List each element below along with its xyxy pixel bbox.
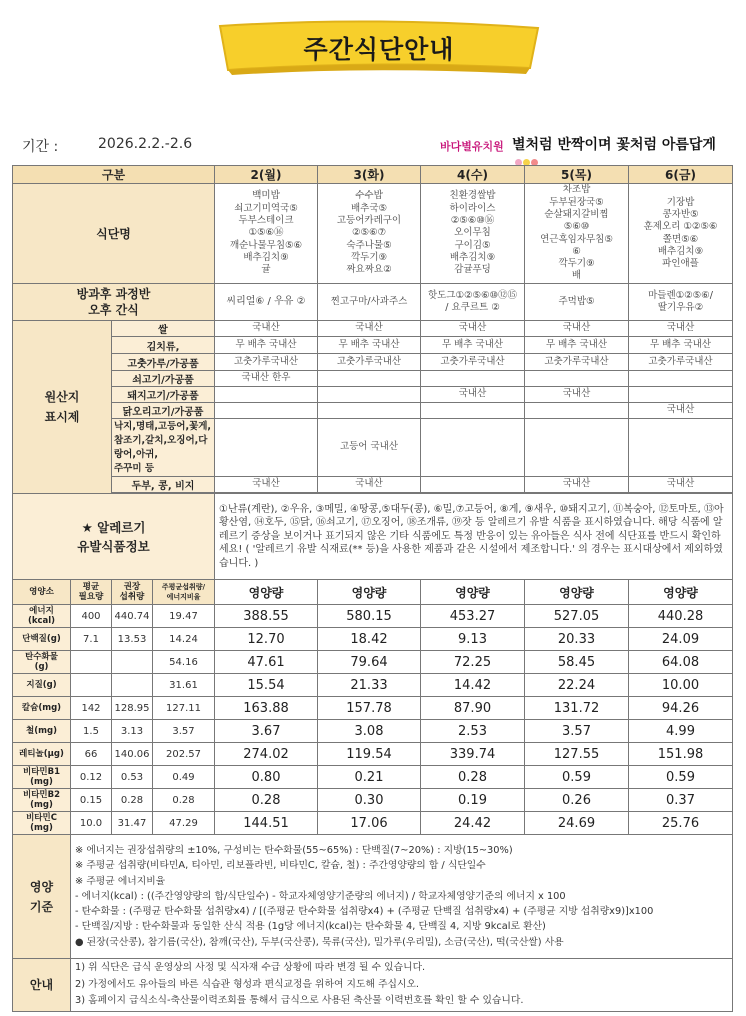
nutrition-value: 339.74: [421, 743, 525, 766]
nutrition-value: 0.37: [629, 789, 733, 812]
text-line: 깨순나물무침⑤⑥: [229, 239, 303, 251]
nutrition-value: 0.21: [318, 766, 421, 789]
text-line: 3) 홈페이지 급식소식-축산물이력조회를 통해서 급식으로 사용된 축산물 이력번호를 확인 할 수 있습니다.: [75, 995, 524, 1006]
nutrition-row: [13, 605, 733, 628]
nutrition-value: 157.78: [318, 697, 421, 720]
recommended-intake: [112, 674, 153, 697]
avg-requirement: [71, 651, 112, 674]
page-title: 주간식단안내: [303, 35, 455, 64]
origin-cell: 고등어 국내산: [318, 419, 421, 477]
nutrition-value: 119.54: [318, 743, 421, 766]
nutrition-value: 0.19: [421, 789, 525, 812]
nutrition-header-row: [13, 580, 733, 605]
origin-row: [13, 321, 733, 337]
text-line: 배추김치⑨: [243, 251, 289, 263]
text-line: - 탄수화물 : (주평균 탄수화물 섭취량x4) / [(주평균 탄수화물 섭취량x4) + (주평균 단백질 섭취량x4) + (주평균 지방 섭취량x9)]x100: [75, 906, 654, 918]
nutrition-value: 79.64: [318, 651, 421, 674]
origin-cell: 국내산: [525, 387, 629, 403]
nutrition-value: 3.08: [318, 720, 421, 743]
weekly-ratio: 19.47: [153, 605, 215, 628]
weekly-ratio: 47.29: [153, 812, 215, 835]
avg-requirement: 400: [71, 605, 112, 628]
text-line: ①⑤⑥⑯: [248, 227, 284, 239]
nutrient-label: 탄수화물 (g): [13, 651, 71, 674]
recommended-intake: 128.95: [112, 697, 153, 720]
allergy-label-line2: 유발식품정보: [77, 538, 150, 554]
text-line: 귤: [261, 264, 271, 276]
origin-item-label: 고춧가루/가공품: [112, 354, 215, 371]
text-line: 두부된장국⑤: [549, 196, 604, 208]
rec-col-header: 권장 섭취량: [112, 580, 153, 605]
origin-cell: 국내산: [629, 403, 733, 419]
nutrition-value: 0.59: [629, 766, 733, 789]
allergy-label: [13, 494, 215, 580]
origin-item-label: 돼지고기/가공품: [112, 387, 215, 403]
origin-row: [13, 371, 733, 387]
menu-row: [13, 184, 733, 284]
origin-cell: 무 배추 국내산: [525, 337, 629, 354]
nutrition-value: 0.80: [215, 766, 318, 789]
kindergarten-logo: 바다별유치원: [440, 140, 504, 153]
avg-requirement: 7.1: [71, 628, 112, 651]
weekly-ratio: 0.28: [153, 789, 215, 812]
nutrition-value: 3.67: [215, 720, 318, 743]
origin-cell: 국내산: [215, 321, 318, 337]
origin-item-label: 김치류,: [112, 337, 215, 354]
nutrition-value: 580.15: [318, 605, 421, 628]
nutrition-value: 10.00: [629, 674, 733, 697]
origin-cell: [525, 403, 629, 419]
period-row: [22, 136, 732, 160]
origin-cell: 무 배추 국내산: [421, 337, 525, 354]
text-line: 깍두기⑨: [350, 251, 388, 263]
nutrition-day-header: 영양량: [318, 580, 421, 605]
guide-label: 영양 기준: [13, 835, 71, 959]
nutrient-label: 지질(g): [13, 674, 71, 697]
text-line: 훈제오리 ①②⑤⑥: [643, 221, 718, 233]
allergy-row: [13, 494, 733, 580]
nutrition-row: [13, 789, 733, 812]
text-line: 기장밥: [666, 196, 695, 208]
text-line: ⑤⑥⑩: [563, 221, 590, 233]
nutrition-value: 151.98: [629, 743, 733, 766]
day-header-row: [13, 166, 733, 184]
origin-row: [13, 354, 733, 371]
snack-cell: 핫도그①②⑤⑥⑩⑫⑮ / 요쿠르트 ②: [421, 284, 525, 321]
origin-cell: 국내산: [318, 321, 421, 337]
text-line: 차조밥: [562, 184, 591, 196]
origin-cell: [629, 371, 733, 387]
nutrition-value: 15.54: [215, 674, 318, 697]
origin-cell: [629, 419, 733, 477]
nutrition-row: [13, 812, 733, 835]
head-label: 구분: [13, 166, 215, 184]
text-line: 쫄면⑤⑥: [662, 233, 699, 245]
recommended-intake: 13.53: [112, 628, 153, 651]
nutrition-value: 25.76: [629, 812, 733, 835]
nutrition-value: 58.45: [525, 651, 629, 674]
nutrition-value: 47.61: [215, 651, 318, 674]
day-header: 4(수): [421, 166, 525, 184]
nutrition-value: 131.72: [525, 697, 629, 720]
snack-cell: 씨리얼⑥ / 우유 ②: [215, 284, 318, 321]
origin-cell: [629, 387, 733, 403]
origin-cell: 국내산: [318, 477, 421, 493]
nutrition-value: 0.26: [525, 789, 629, 812]
nutrition-value: 18.42: [318, 628, 421, 651]
text-line: ● 된장(국산콩), 참기름(국산), 참깨(국산), 두부(국산콩), 묵류(국산), 밀가루(우리밀), 소금(국산), 떡(국산쌀) 사용: [75, 936, 564, 948]
nutrition-row: [13, 628, 733, 651]
origin-cell: [421, 371, 525, 387]
menu-cell: [629, 184, 733, 284]
text-line: 1) 위 식단은 급식 운영상의 사정 및 식자재 수급 상황에 따라 변경 될 수 있습니다.: [75, 962, 426, 973]
text-line: 오이무침: [454, 227, 491, 239]
nutrition-value: 24.42: [421, 812, 525, 835]
text-line: 쇠고기미역국⑤: [234, 202, 298, 214]
nutrition-value: 0.30: [318, 789, 421, 812]
recommended-intake: 440.74: [112, 605, 153, 628]
nutrition-row: [13, 720, 733, 743]
menu-cell: [215, 184, 318, 284]
nutrition-value: 144.51: [215, 812, 318, 835]
avg-requirement: [71, 674, 112, 697]
period-value: 2026.2.2.-2.6: [98, 136, 193, 152]
text-line: 배추국⑤: [350, 202, 388, 214]
meal-plan-table: [12, 165, 733, 1012]
avg-requirement: 66: [71, 743, 112, 766]
allergy-text: ①난류(계란), ②우유, ③메밀, ④땅콩,⑤대두(콩), ⑥밀,⑦고등어, ⑧게, ⑨새우, ⑩돼지고기, ⑪복숭아, ⑫토마토, ⑬아황산염, ⑭호두, ⑮닭, ⑯쇠고기, ⑰오징어, ⑱조개류, ⑲잣 등 알레르기 유발 식품을 표시하였습니다. 해당 식품에 알레르기 증상을 보이거나 표기되지 않은 기타 식품에도 특정 반응이 있는 유아들은 식사 전에 식단표를 반드시 확인하세요! ( '알레르기 유발 식재료(** 등)을 사용한 제품과 같은 시설에서 제조합니다.' 의 경우는 표시대상에서 제외하였습니다. ): [215, 494, 733, 580]
nutrition-value: 20.33: [525, 628, 629, 651]
menu-cell: [318, 184, 421, 284]
origin-cell: 국내산: [629, 477, 733, 493]
nutrition-value: 527.05: [525, 605, 629, 628]
recommended-intake: 0.53: [112, 766, 153, 789]
text-line: 하이라이스: [449, 202, 496, 214]
nutrition-value: 9.13: [421, 628, 525, 651]
origin-row: [13, 477, 733, 493]
notice-text: [71, 959, 733, 1012]
text-line: 파인애플: [662, 258, 699, 270]
text-line: 두부스테이크: [238, 215, 294, 227]
notice-label: 안내: [13, 959, 71, 1012]
nutrition-row: [13, 766, 733, 789]
nutrient-label: 철(mg): [13, 720, 71, 743]
text-line: 친환경쌀밥: [449, 190, 496, 202]
avg-requirement: 1.5: [71, 720, 112, 743]
nutrient-col-header: 영양소: [13, 580, 71, 605]
recommended-intake: 31.47: [112, 812, 153, 835]
origin-cell: [215, 403, 318, 419]
origin-cell: 국내산: [629, 321, 733, 337]
text-line: 연근흑임자무침⑤: [540, 233, 613, 245]
origin-item-label: 닭오리고기/가공품: [112, 403, 215, 419]
origin-cell: 고춧가루국내산: [318, 354, 421, 371]
nutrition-value: 87.90: [421, 697, 525, 720]
origin-cell: 국내산 한우: [215, 371, 318, 387]
text-line: - 단백질/지방 : 탄수화물과 동일한 산식 적용 (1g당 에너지(kcal)는 탄수화물 4, 단백질 4, 지방 9kcal로 환산): [75, 921, 546, 933]
origin-cell: [215, 387, 318, 403]
snack-label: 방과후 과정반 오후 간식: [13, 284, 215, 321]
nutrition-row: [13, 697, 733, 720]
origin-cell: [318, 403, 421, 419]
origin-item-label: 낙지,명태,고등어,꽃게, 참조기,갈치,오징어,다 랑어,아귀, 주꾸미 등: [112, 419, 215, 477]
menu-cell: [421, 184, 525, 284]
guide-row: [13, 835, 733, 959]
recommended-intake: 0.28: [112, 789, 153, 812]
nutrition-row: [13, 743, 733, 766]
origin-item-label: 쇠고기/가공품: [112, 371, 215, 387]
text-line: 구이김⑤: [454, 239, 491, 251]
nutrition-value: 2.53: [421, 720, 525, 743]
weekly-ratio: 127.11: [153, 697, 215, 720]
weekly-ratio: 54.16: [153, 651, 215, 674]
text-line: ②⑤⑥⑦: [351, 227, 387, 239]
origin-row: [13, 419, 733, 477]
nutrition-value: 3.57: [525, 720, 629, 743]
origin-cell: 무 배추 국내산: [215, 337, 318, 354]
origin-cell: [318, 387, 421, 403]
nutrition-day-header: 영양량: [215, 580, 318, 605]
weekly-ratio: 202.57: [153, 743, 215, 766]
recommended-intake: 3.13: [112, 720, 153, 743]
avg-requirement: 0.12: [71, 766, 112, 789]
nutrition-value: 0.28: [421, 766, 525, 789]
avg-requirement: 0.15: [71, 789, 112, 812]
origin-cell: 국내산: [215, 477, 318, 493]
nutrition-row: [13, 651, 733, 674]
avg-col-header: 평균 필요량: [71, 580, 112, 605]
text-line: 콩자반⑤: [662, 208, 699, 220]
weekly-ratio: 31.61: [153, 674, 215, 697]
origin-cell: 고춧가루국내산: [525, 354, 629, 371]
nutrition-value: 21.33: [318, 674, 421, 697]
text-line: ※ 주평균 섭취량(비타민A, 티아민, 리보플라빈, 비타민C, 칼슘, 철) : 주간영양량의 합 / 식단일수: [75, 860, 486, 872]
text-line: 짜요짜요②: [346, 264, 392, 276]
nutrition-value: 440.28: [629, 605, 733, 628]
recommended-intake: [112, 651, 153, 674]
avg-requirement: 142: [71, 697, 112, 720]
text-line: ②⑤⑥⑩⑯: [450, 215, 495, 227]
nutrition-value: 12.70: [215, 628, 318, 651]
ratio-col-header: 주평균섭취량/ 에너지비율: [153, 580, 215, 605]
nutrition-value: 64.08: [629, 651, 733, 674]
nutrient-label: 비타민B1 (mg): [13, 766, 71, 789]
nutrient-label: 칼슘(mg): [13, 697, 71, 720]
origin-cell: 국내산: [421, 321, 525, 337]
allergy-label-line1: ★ 알레르기: [81, 519, 146, 535]
nutrition-value: 17.06: [318, 812, 421, 835]
origin-label: 원산지 표시제: [13, 321, 112, 494]
day-header: 5(목): [525, 166, 629, 184]
text-line: 순살돼지갈비찜: [544, 208, 609, 220]
day-header: 6(금): [629, 166, 733, 184]
origin-cell: [525, 419, 629, 477]
origin-cell: 무 배추 국내산: [629, 337, 733, 354]
origin-cell: [421, 477, 525, 493]
nutrition-day-header: 영양량: [421, 580, 525, 605]
origin-cell: [421, 403, 525, 419]
nutrition-value: 94.26: [629, 697, 733, 720]
menu-cell: [525, 184, 629, 284]
text-line: 고등어카레구이: [336, 215, 402, 227]
origin-cell: [318, 371, 421, 387]
origin-item-label: 두부, 콩, 비지: [112, 477, 215, 493]
text-line: ※ 주평균 에너지비율: [75, 875, 166, 887]
origin-cell: 고춧가루국내산: [629, 354, 733, 371]
origin-cell: 고춧가루국내산: [421, 354, 525, 371]
weekly-ratio: 3.57: [153, 720, 215, 743]
nutrient-label: 레티놀(μg): [13, 743, 71, 766]
text-line: ※ 에너지는 권장섭취량의 ±10%, 구성비는 탄수화물(55~65%) : 단백질(7~20%) : 지방(15~30%): [75, 845, 513, 857]
day-header: 3(화): [318, 166, 421, 184]
snack-row: [13, 284, 733, 321]
day-header: 2(월): [215, 166, 318, 184]
nutrition-value: 127.55: [525, 743, 629, 766]
text-line: ⑥: [572, 245, 581, 257]
period-label: 기간 :: [22, 139, 59, 155]
origin-item-label: 쌀: [112, 321, 215, 337]
nutrition-value: 274.02: [215, 743, 318, 766]
origin-row: [13, 387, 733, 403]
text-line: 깍두기⑨: [558, 258, 595, 270]
nutrition-row: [13, 674, 733, 697]
nutrition-value: 453.27: [421, 605, 525, 628]
origin-cell: 국내산: [525, 477, 629, 493]
text-line: 감귤푸딩: [454, 264, 491, 276]
nutrient-label: 비타민B2 (mg): [13, 789, 71, 812]
text-line: 배: [571, 270, 582, 282]
origin-row: [13, 403, 733, 419]
snack-cell: 마들렌①②⑤⑥/ 딸기우유②: [629, 284, 733, 321]
nutrient-label: 비타민C (mg): [13, 812, 71, 835]
title-banner: [214, 18, 544, 76]
menu-label: 식단명: [13, 184, 215, 284]
nutrition-value: 163.88: [215, 697, 318, 720]
origin-row: [13, 337, 733, 354]
nutrition-value: 388.55: [215, 605, 318, 628]
text-line: 수수밥: [355, 190, 383, 202]
origin-cell: [215, 419, 318, 477]
weekly-ratio: 0.49: [153, 766, 215, 789]
guide-text: [71, 835, 733, 959]
nutrition-value: 22.24: [525, 674, 629, 697]
nutrition-value: 0.59: [525, 766, 629, 789]
nutrition-value: 0.28: [215, 789, 318, 812]
snack-cell: 찐고구마/사과주스: [318, 284, 421, 321]
origin-cell: 고춧가루국내산: [215, 354, 318, 371]
origin-cell: 무 배추 국내산: [318, 337, 421, 354]
recommended-intake: 140.06: [112, 743, 153, 766]
nutrition-value: 24.69: [525, 812, 629, 835]
nutrient-label: 단백질(g): [13, 628, 71, 651]
origin-cell: 국내산: [421, 387, 525, 403]
nutrient-label: 에너지 (kcal): [13, 605, 71, 628]
slogan-text: 별처럼 반짝이며 꽃처럼 아름답게: [512, 137, 716, 153]
weekly-ratio: 14.24: [153, 628, 215, 651]
notice-row: [13, 959, 733, 1012]
text-line: 배추김치⑨: [657, 245, 704, 257]
nutrition-value: 4.99: [629, 720, 733, 743]
nutrition-value: 72.25: [421, 651, 525, 674]
nutrition-value: 14.42: [421, 674, 525, 697]
text-line: 숙주나물⑤: [346, 239, 392, 251]
nutrition-day-header: 영양량: [525, 580, 629, 605]
text-line: 백미밥: [252, 190, 280, 202]
origin-cell: 국내산: [525, 321, 629, 337]
nutrition-value: 24.09: [629, 628, 733, 651]
text-line: - 에너지(kcal) : ((주간영양량의 합/식단일수) - 학교자체영양기준량의 에너지) / 학교자체영양기준의 에너지 x 100: [75, 890, 566, 902]
text-line: 2) 가정에서도 유아들의 바른 식습관 형성과 편식교정을 위하여 지도해 주십시오.: [75, 978, 420, 990]
origin-cell: [421, 419, 525, 477]
snack-cell: 주먹밥⑤: [525, 284, 629, 321]
text-line: 배추김치⑨: [449, 251, 496, 263]
origin-cell: [525, 371, 629, 387]
nutrition-day-header: 영양량: [629, 580, 733, 605]
avg-requirement: 10.0: [71, 812, 112, 835]
